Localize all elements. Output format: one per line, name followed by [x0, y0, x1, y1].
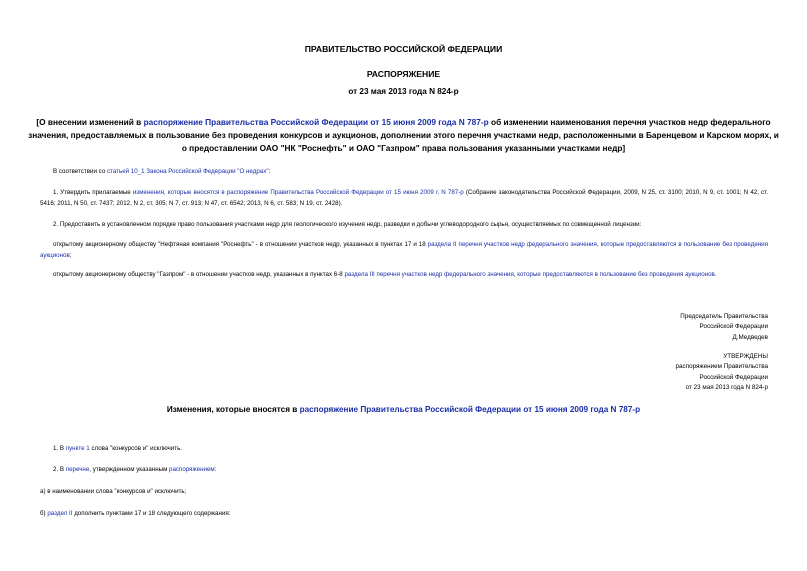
approved-country: Российской Федерации — [699, 373, 768, 381]
signature-country: Российской Федерации — [699, 323, 768, 331]
preamble-paragraph — [40, 167, 768, 178]
change-1-paragraph — [40, 444, 768, 455]
order-link[interactable]: распоряжением — [169, 466, 215, 473]
preamble-suffix: : — [268, 168, 271, 175]
approved-block — [548, 352, 768, 394]
gazprom-paragraph — [40, 270, 768, 281]
change-2-paragraph — [40, 465, 768, 476]
approved-by: распоряжением Правительства — [675, 363, 768, 371]
signature-name: Д.Медведев — [732, 333, 768, 341]
change-1-prefix: 1. В — [53, 445, 66, 452]
gazprom-prefix: открытому акционерному обществу "Газпром" - в отношении участков недр, указанных в пунктах 6-8 — [53, 271, 345, 278]
signature-block — [548, 312, 768, 343]
change-1-suffix: слова "конкурсов и" исключить. — [89, 445, 183, 452]
law-nedra-link[interactable]: статьей 10_1 Закона Российской Федерации "О недрах" — [106, 168, 269, 175]
list-link[interactable]: перечне — [65, 466, 90, 473]
changes-link[interactable]: изменения, которые вносятся в распоряжение Правительства Российской Федерации от 15 июня 2009 г. N 787-р — [132, 189, 464, 196]
summary-link-787r[interactable]: распоряжение Правительства Российской Федерации от 15 июня 2009 года N 787-р — [143, 117, 489, 127]
approved-label: УТВЕРЖДЕНЫ — [723, 353, 768, 360]
approved-date: от 23 мая 2013 года N 824-р — [685, 384, 768, 392]
item-1-suffix: (Собрание законодательства Российской Федерации, 2009, N 25, ст. 3100; 2010, N 9, ст. 1001; N 42, ст. 5416; 2011, N 50, ст. 7437; 2012, N 2, ст. 305; N 7, ст. 913; N 47, ст. 6542; 2013, N 6, ст. 583; N 19, ст. 2428). — [40, 189, 769, 207]
rosneft-paragraph — [40, 240, 768, 261]
change-2-prefix: 2. В — [53, 466, 66, 473]
rosneft-prefix: открытому акционерному обществу "Нефтяная компания "Роснефть" - в отношении участков недр, указанных в пунктах 17 и 18 — [53, 241, 428, 248]
change-2-suffix: : — [214, 466, 217, 473]
document-summary — [26, 116, 781, 155]
change-2b-paragraph — [40, 509, 768, 520]
point-1-link[interactable]: пункте 1 — [65, 445, 90, 452]
section-2-link[interactable]: раздела II перечня участков недр федерального значения, которые предоставляются в пользование без проведения аукционов — [40, 241, 768, 259]
item-1-paragraph — [40, 188, 768, 209]
gazprom-suffix: . — [714, 271, 717, 278]
section-2-short-link[interactable]: раздел II — [47, 510, 73, 517]
changes-heading — [0, 405, 807, 414]
document-type-heading: РАСПОРЯЖЕНИЕ — [366, 69, 441, 79]
item-1-prefix: 1. Утвердить прилагаемые — [53, 189, 133, 196]
change-2a-paragraph: а) в наименовании слова "конкурсов и" исключить; — [40, 488, 187, 495]
changes-heading-prefix: Изменения, которые вносятся в — [166, 405, 300, 414]
summary-suffix: об изменении наименования перечня участков недр федерального значения, предоставляемых в пользование без проведения конкурсов и аукционов, дополнении этого перечня участками недр, расположенными в Баренцевом и Карском морях, и о предоставлении ОАО "НК "Роснефть" и ОАО "Газпром" права пользования указанными участками недр] — [28, 117, 779, 153]
section-3-link[interactable]: раздела III перечня участков недр федерального значения, которые предоставляются в пользование без проведения аукционов — [344, 271, 715, 278]
document-date-number: от 23 мая 2013 года N 824-р — [348, 87, 459, 96]
change-2b-prefix: б) — [40, 510, 48, 517]
rosneft-suffix: ; — [69, 251, 72, 259]
changes-heading-link[interactable]: распоряжение Правительства Российской Федерации от 15 июня 2009 года N 787-р — [299, 405, 641, 414]
item-2-paragraph: 2. Предоставить в установленном порядке право пользования участками недр для геологического изучения недр, разведки и добычи углеводородного сырья, осуществляемых по совмещенной лицензии: — [53, 221, 642, 228]
change-2b-suffix: дополнить пунктами 17 и 18 следующего содержания: — [72, 510, 231, 517]
summary-prefix: [О внесении изменений в — [36, 117, 144, 127]
change-2-middle: , утвержденном указанным — [89, 466, 170, 473]
government-heading: ПРАВИТЕЛЬСТВО РОССИЙСКОЙ ФЕДЕРАЦИИ — [304, 44, 503, 54]
preamble-prefix: В соответствии со — [53, 168, 107, 175]
signature-title: Председатель Правительства — [680, 313, 768, 320]
